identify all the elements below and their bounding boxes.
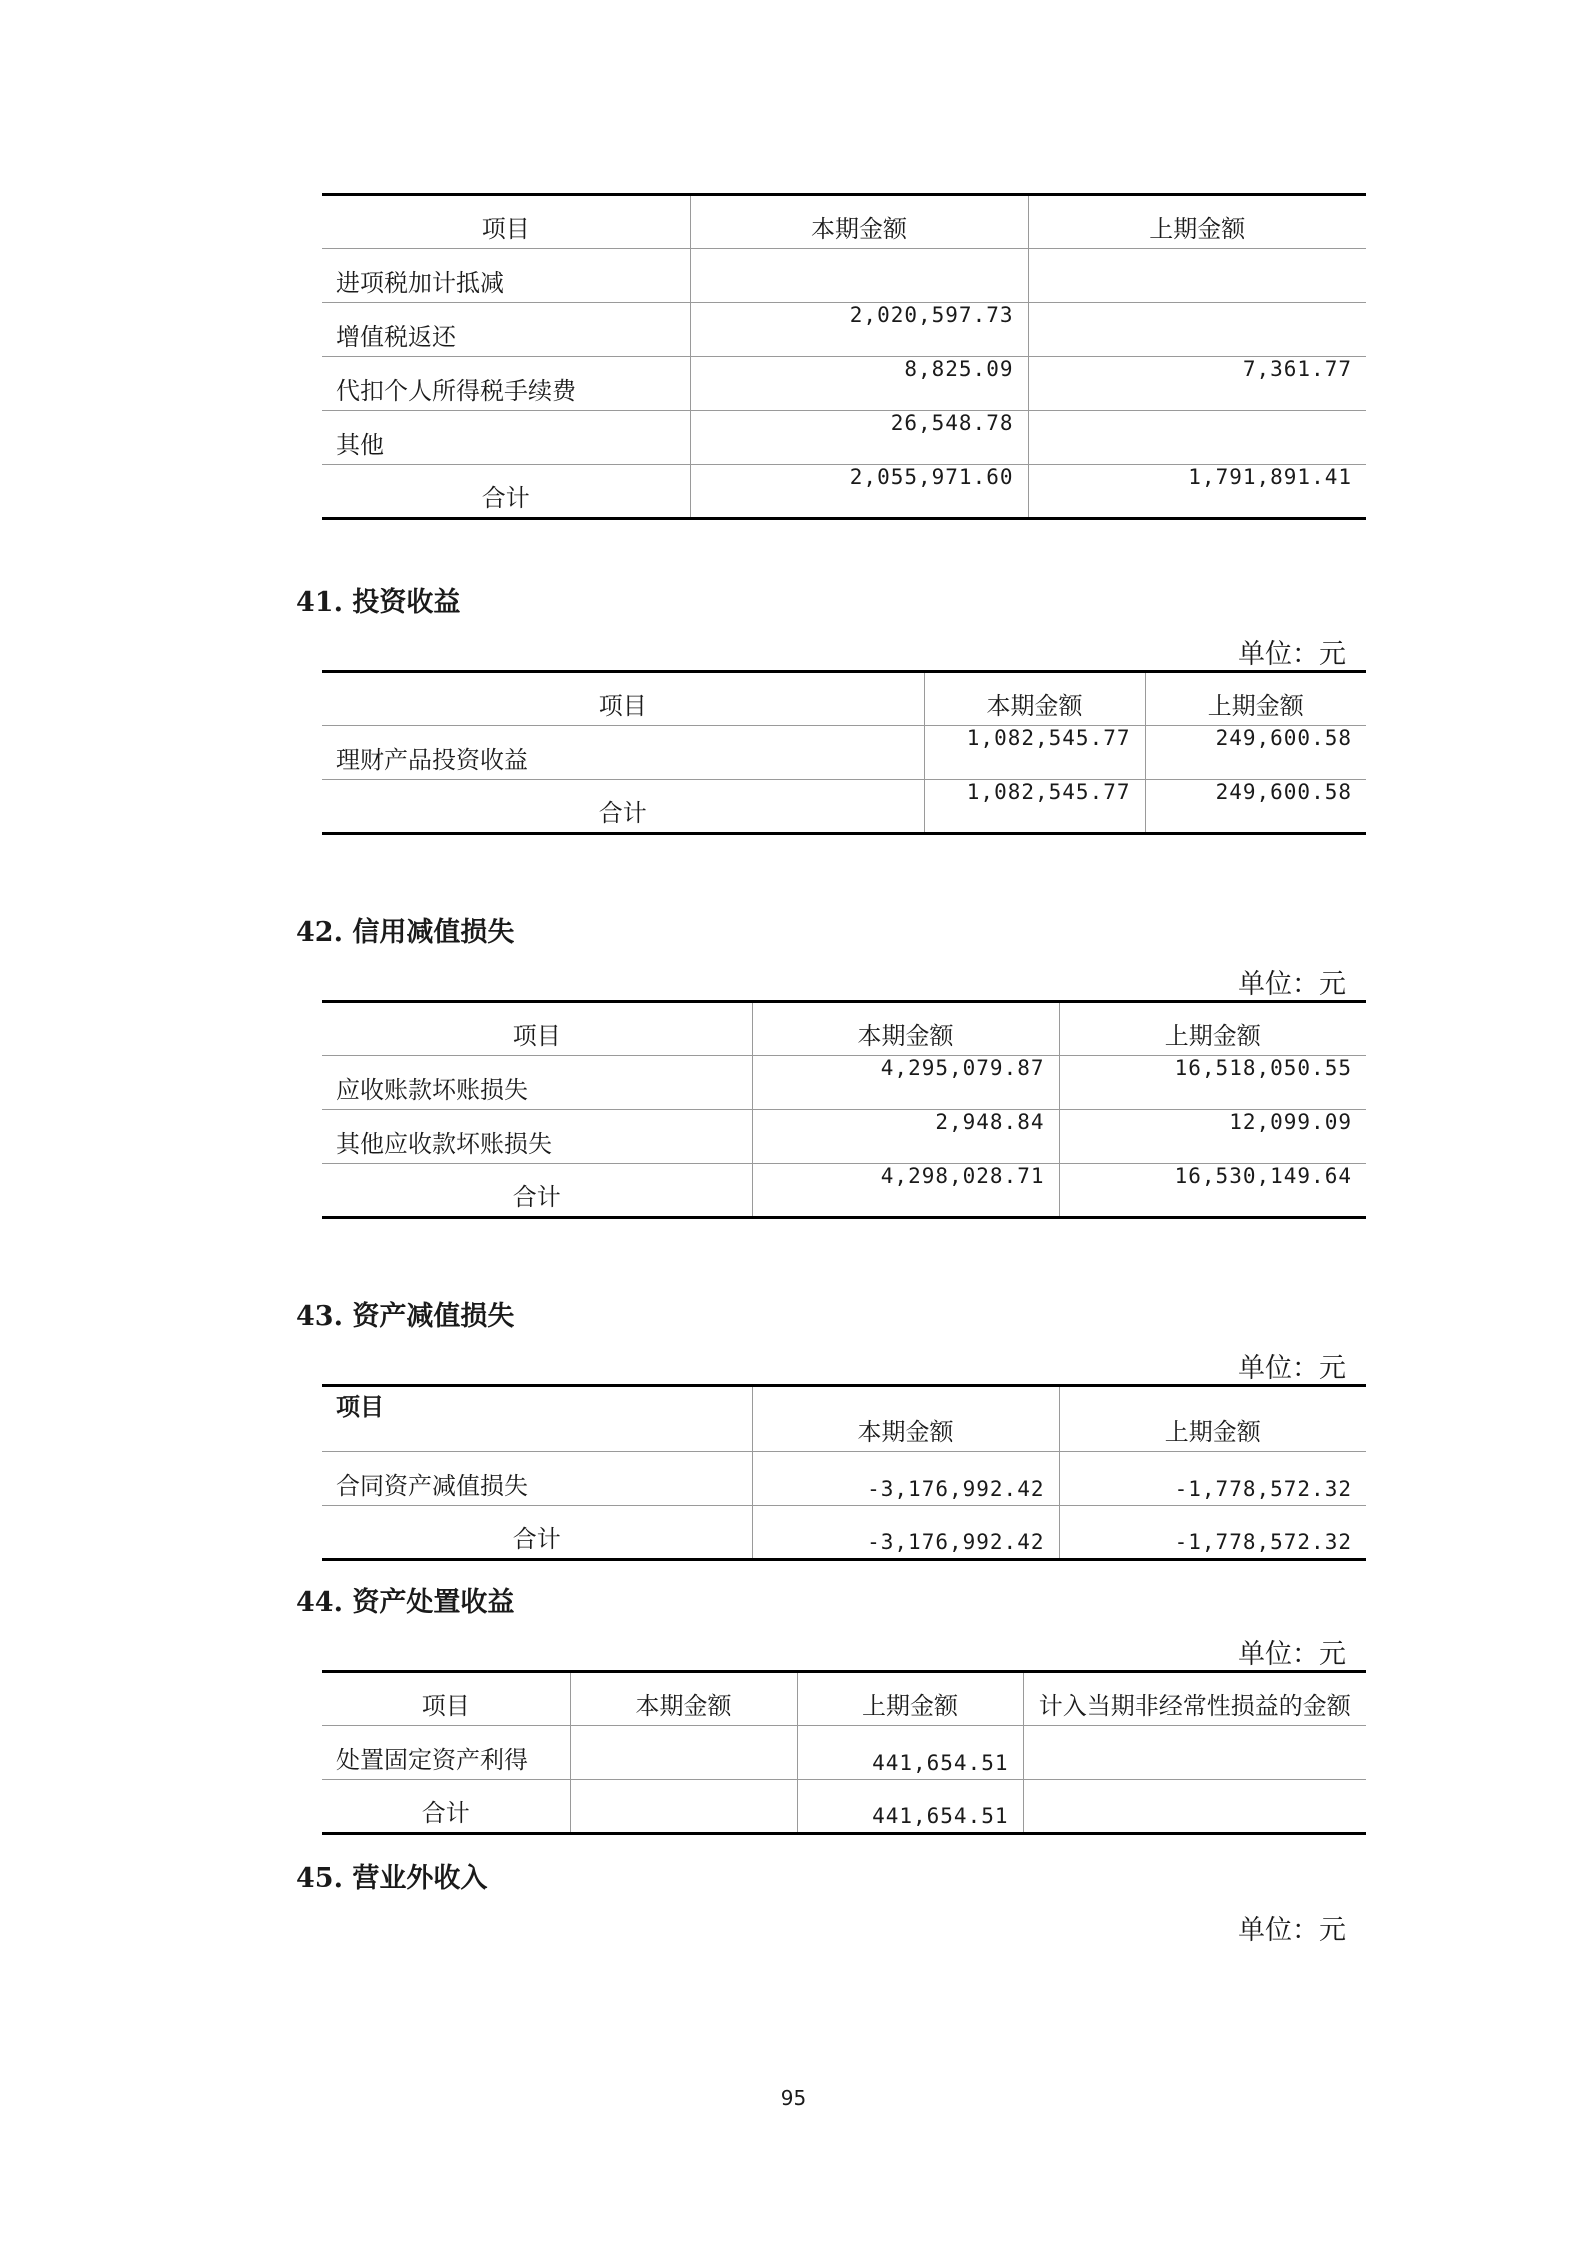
total-current: 4,298,028.71 (752, 1164, 1059, 1218)
table-header-row (322, 195, 1366, 249)
row-label: 进项税加计抵减 (322, 249, 690, 303)
table-row (322, 1726, 1366, 1780)
total-current: 1,082,545.77 (924, 780, 1145, 834)
row-label: 应收账款坏账损失 (322, 1056, 752, 1110)
header-nonrecurring: 计入当期非经常性损益的金额 (1023, 1672, 1366, 1726)
current-value: 8,825.09 (690, 357, 1028, 411)
total-label: 合计 (322, 1506, 752, 1560)
current-value: 2,020,597.73 (690, 303, 1028, 357)
total-row (322, 1506, 1366, 1560)
total-row (322, 1164, 1366, 1218)
prior-value: 16,518,050.55 (1059, 1056, 1366, 1110)
investment-income-table (322, 670, 1366, 835)
total-nonrecurring (1023, 1780, 1366, 1834)
total-row (322, 1780, 1366, 1834)
header-item: 项目 (322, 1002, 752, 1056)
prior-value: 7,361.77 (1028, 357, 1366, 411)
header-current: 本期金额 (752, 1386, 1059, 1452)
header-prior: 上期金额 (797, 1672, 1023, 1726)
header-item: 项目 (322, 195, 690, 249)
current-value (690, 249, 1028, 303)
current-value: 2,948.84 (752, 1110, 1059, 1164)
section-heading-43: 43. 资产减值损失 (296, 1301, 515, 1332)
prior-value (1028, 249, 1366, 303)
table-row (322, 726, 1366, 780)
unit-label: 单位：元 (1238, 1353, 1346, 1384)
header-prior: 上期金额 (1059, 1386, 1366, 1452)
header-prior: 上期金额 (1059, 1002, 1366, 1056)
row-label: 合同资产减值损失 (322, 1452, 752, 1506)
table-row (322, 1110, 1366, 1164)
unit-label: 单位：元 (1238, 1639, 1346, 1670)
total-label: 合计 (322, 1164, 752, 1218)
credit-impairment-table (322, 1000, 1366, 1219)
header-current: 本期金额 (690, 195, 1028, 249)
unit-label: 单位：元 (1238, 969, 1346, 1000)
total-current: -3,176,992.42 (752, 1506, 1059, 1560)
header-item: 项目 (322, 672, 924, 726)
unit-label: 单位：元 (1238, 1915, 1346, 1946)
current-value (570, 1726, 797, 1780)
other-income-table (322, 193, 1366, 520)
header-prior: 上期金额 (1028, 195, 1366, 249)
total-prior: 1,791,891.41 (1028, 465, 1366, 519)
prior-value: 12,099.09 (1059, 1110, 1366, 1164)
section-heading-45: 45. 营业外收入 (296, 1863, 488, 1894)
table-row (322, 303, 1366, 357)
header-current: 本期金额 (924, 672, 1145, 726)
row-label: 增值税返还 (322, 303, 690, 357)
total-row (322, 780, 1366, 834)
total-label: 合计 (322, 465, 690, 519)
table-row (322, 249, 1366, 303)
table-row (322, 1056, 1366, 1110)
current-value: 1,082,545.77 (924, 726, 1145, 780)
table-row (322, 357, 1366, 411)
total-prior: 249,600.58 (1145, 780, 1366, 834)
table-row (322, 1452, 1366, 1506)
section-heading-44: 44. 资产处置收益 (296, 1587, 515, 1618)
prior-value: -1,778,572.32 (1059, 1452, 1366, 1506)
header-prior: 上期金额 (1145, 672, 1366, 726)
current-value: 4,295,079.87 (752, 1056, 1059, 1110)
total-current (570, 1780, 797, 1834)
table-header-row (322, 1002, 1366, 1056)
asset-disposal-table (322, 1670, 1366, 1835)
prior-value: 249,600.58 (1145, 726, 1366, 780)
header-current: 本期金额 (570, 1672, 797, 1726)
section-heading-41: 41. 投资收益 (296, 587, 461, 618)
unit-label: 单位：元 (1238, 639, 1346, 670)
table-header-row (322, 1386, 1366, 1452)
page-number: 95 (780, 2086, 807, 2110)
nonrecurring-value (1023, 1726, 1366, 1780)
total-prior: -1,778,572.32 (1059, 1506, 1366, 1560)
total-label: 合计 (322, 1780, 570, 1834)
header-item: 项目 (322, 1386, 752, 1452)
row-label: 其他 (322, 411, 690, 465)
table-header-row (322, 672, 1366, 726)
total-row (322, 465, 1366, 519)
total-label: 合计 (322, 780, 924, 834)
header-current: 本期金额 (752, 1002, 1059, 1056)
prior-value (1028, 303, 1366, 357)
table-row (322, 411, 1366, 465)
current-value: 26,548.78 (690, 411, 1028, 465)
current-value: -3,176,992.42 (752, 1452, 1059, 1506)
header-item: 项目 (322, 1672, 570, 1726)
row-label: 理财产品投资收益 (322, 726, 924, 780)
row-label: 代扣个人所得税手续费 (322, 357, 690, 411)
section-heading-42: 42. 信用减值损失 (296, 917, 515, 948)
prior-value (1028, 411, 1366, 465)
total-prior: 16,530,149.64 (1059, 1164, 1366, 1218)
total-prior: 441,654.51 (797, 1780, 1023, 1834)
total-current: 2,055,971.60 (690, 465, 1028, 519)
row-label: 其他应收款坏账损失 (322, 1110, 752, 1164)
asset-impairment-table (322, 1384, 1366, 1561)
table-header-row (322, 1672, 1366, 1726)
row-label: 处置固定资产利得 (322, 1726, 570, 1780)
prior-value: 441,654.51 (797, 1726, 1023, 1780)
